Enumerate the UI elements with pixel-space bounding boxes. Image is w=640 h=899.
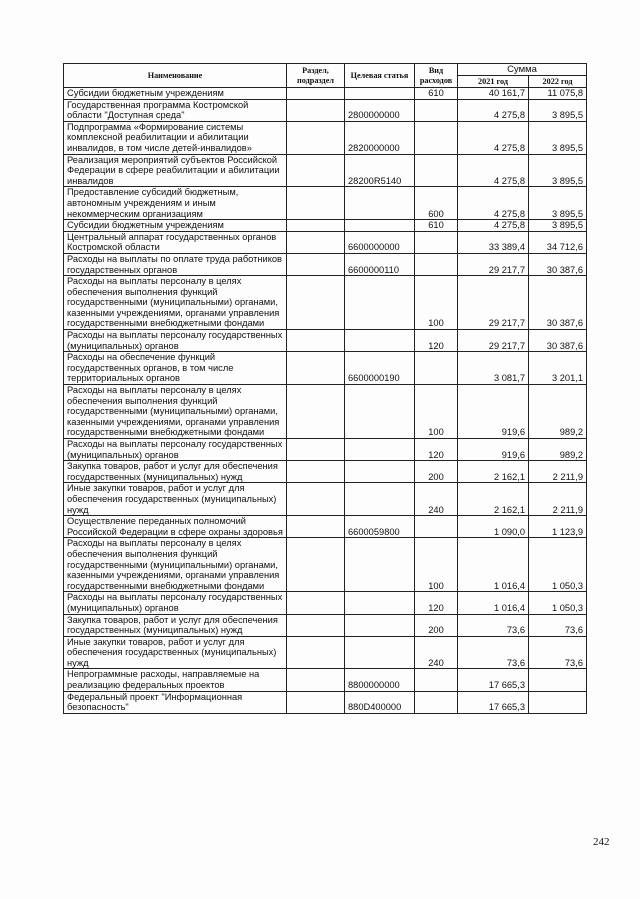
row-sum-2022: 73,6 bbox=[529, 636, 587, 669]
row-section bbox=[287, 352, 345, 385]
table-row bbox=[64, 385, 587, 439]
row-sum-2021: 2 162,1 bbox=[458, 461, 529, 483]
row-article bbox=[345, 276, 415, 330]
table-row bbox=[64, 253, 587, 275]
row-kind: 200 bbox=[415, 614, 458, 636]
row-sum-2021: 17 665,3 bbox=[458, 669, 529, 691]
header-name: Наименование bbox=[64, 64, 287, 88]
row-kind: 600 bbox=[415, 187, 458, 220]
row-article bbox=[345, 330, 415, 352]
row-sum-2021: 4 275,8 bbox=[458, 121, 529, 154]
table-row bbox=[64, 231, 587, 253]
row-sum-2022: 34 712,6 bbox=[529, 231, 587, 253]
row-kind bbox=[415, 516, 458, 538]
table-row bbox=[64, 483, 587, 516]
row-sum-2021: 73,6 bbox=[458, 614, 529, 636]
table-row bbox=[64, 636, 587, 669]
row-name: Расходы на выплаты персоналу в целях обеспечения выполнения функций государственными (муниципальными) органами, казенными учреждениями, органами управления государственными внебюджетными фондами bbox=[64, 538, 287, 592]
row-section bbox=[287, 121, 345, 154]
row-kind: 240 bbox=[415, 636, 458, 669]
row-kind: 200 bbox=[415, 461, 458, 483]
row-section bbox=[287, 516, 345, 538]
row-section bbox=[287, 439, 345, 461]
row-kind: 120 bbox=[415, 330, 458, 352]
row-sum-2021: 29 217,7 bbox=[458, 253, 529, 275]
row-name: Расходы на выплаты персоналу в целях обеспечения выполнения функций государственными (муниципальными) органами, казенными учреждениями, органами управления государственными внебюджетными фондами bbox=[64, 385, 287, 439]
row-sum-2022: 3 895,5 bbox=[529, 187, 587, 220]
row-article bbox=[345, 439, 415, 461]
row-sum-2021: 4 275,8 bbox=[458, 220, 529, 232]
row-section bbox=[287, 669, 345, 691]
table-row bbox=[64, 439, 587, 461]
table-row bbox=[64, 99, 587, 121]
table-row bbox=[64, 220, 587, 232]
row-sum-2022: 30 387,6 bbox=[529, 253, 587, 275]
row-sum-2021: 4 275,8 bbox=[458, 154, 529, 187]
row-kind: 240 bbox=[415, 483, 458, 516]
row-article bbox=[345, 220, 415, 232]
row-name: Субсидии бюджетным учреждениям bbox=[64, 88, 287, 100]
row-name: Расходы на выплаты персоналу государственных (муниципальных) органов bbox=[64, 592, 287, 614]
row-article: 6600000110 bbox=[345, 253, 415, 275]
row-sum-2022: 3 201,1 bbox=[529, 352, 587, 385]
row-sum-2021: 1 016,4 bbox=[458, 592, 529, 614]
row-article bbox=[345, 461, 415, 483]
row-name: Государственная программа Костромской области "Доступная среда" bbox=[64, 99, 287, 121]
row-name: Расходы на выплаты персоналу государственных (муниципальных) органов bbox=[64, 330, 287, 352]
row-section bbox=[287, 330, 345, 352]
row-section bbox=[287, 461, 345, 483]
row-kind: 100 bbox=[415, 276, 458, 330]
row-sum-2021: 33 389,4 bbox=[458, 231, 529, 253]
row-name: Иные закупки товаров, работ и услуг для обеспечения государственных (муниципальных) нужд bbox=[64, 483, 287, 516]
row-name: Закупка товаров, работ и услуг для обеспечения государственных (муниципальных) нужд bbox=[64, 461, 287, 483]
row-section bbox=[287, 276, 345, 330]
row-sum-2021: 1 016,4 bbox=[458, 538, 529, 592]
row-sum-2021: 4 275,8 bbox=[458, 99, 529, 121]
row-name: Осуществление переданных полномочий Российской Федерации в сфере охраны здоровья bbox=[64, 516, 287, 538]
row-sum-2022: 30 387,6 bbox=[529, 330, 587, 352]
table-row bbox=[64, 330, 587, 352]
row-article bbox=[345, 88, 415, 100]
row-name: Федеральный проект "Информационная безопасность" bbox=[64, 691, 287, 713]
row-article bbox=[345, 483, 415, 516]
row-sum-2021: 17 665,3 bbox=[458, 691, 529, 713]
row-sum-2021: 1 090,0 bbox=[458, 516, 529, 538]
table-row bbox=[64, 516, 587, 538]
row-kind bbox=[415, 669, 458, 691]
row-kind bbox=[415, 154, 458, 187]
row-sum-2021: 4 275,8 bbox=[458, 187, 529, 220]
row-article bbox=[345, 187, 415, 220]
row-name: Предоставление субсидий бюджетным, автономным учреждениям и иным некоммерческим организациям bbox=[64, 187, 287, 220]
row-sum-2021: 2 162,1 bbox=[458, 483, 529, 516]
row-kind bbox=[415, 691, 458, 713]
row-article: 2800000000 bbox=[345, 99, 415, 121]
row-article bbox=[345, 385, 415, 439]
header-kind: Вид расходов bbox=[415, 64, 458, 88]
row-sum-2022: 3 895,5 bbox=[529, 121, 587, 154]
budget-table bbox=[63, 63, 587, 714]
row-name: Закупка товаров, работ и услуг для обеспечения государственных (муниципальных) нужд bbox=[64, 614, 287, 636]
row-section bbox=[287, 187, 345, 220]
row-article: 28200R5140 bbox=[345, 154, 415, 187]
row-name: Расходы на выплаты персоналу государственных (муниципальных) органов bbox=[64, 439, 287, 461]
table-body bbox=[64, 88, 587, 714]
row-name: Субсидии бюджетным учреждениям bbox=[64, 220, 287, 232]
row-kind bbox=[415, 352, 458, 385]
row-sum-2022: 3 895,5 bbox=[529, 99, 587, 121]
table-row bbox=[64, 121, 587, 154]
table-row bbox=[64, 276, 587, 330]
table-row bbox=[64, 352, 587, 385]
row-sum-2021: 29 217,7 bbox=[458, 330, 529, 352]
table-row bbox=[64, 88, 587, 100]
row-sum-2021: 919,6 bbox=[458, 439, 529, 461]
table-row bbox=[64, 691, 587, 713]
row-sum-2022: 1 050,3 bbox=[529, 592, 587, 614]
row-section bbox=[287, 614, 345, 636]
table-row bbox=[64, 538, 587, 592]
table-row bbox=[64, 154, 587, 187]
header-section: Раздел, подраздел bbox=[287, 64, 345, 88]
row-name: Иные закупки товаров, работ и услуг для обеспечения государственных (муниципальных) нужд bbox=[64, 636, 287, 669]
row-kind: 100 bbox=[415, 538, 458, 592]
table-row bbox=[64, 614, 587, 636]
row-sum-2021: 40 161,7 bbox=[458, 88, 529, 100]
row-section bbox=[287, 88, 345, 100]
row-sum-2021: 29 217,7 bbox=[458, 276, 529, 330]
row-sum-2021: 73,6 bbox=[458, 636, 529, 669]
row-name: Центральный аппарат государственных органов Костромской области bbox=[64, 231, 287, 253]
row-article bbox=[345, 538, 415, 592]
row-sum-2022 bbox=[529, 669, 587, 691]
row-sum-2022: 30 387,6 bbox=[529, 276, 587, 330]
row-kind bbox=[415, 253, 458, 275]
row-section bbox=[287, 691, 345, 713]
row-article: 6600059800 bbox=[345, 516, 415, 538]
row-article: 2820000000 bbox=[345, 121, 415, 154]
row-section bbox=[287, 385, 345, 439]
row-section bbox=[287, 253, 345, 275]
row-sum-2022: 989,2 bbox=[529, 385, 587, 439]
row-kind bbox=[415, 231, 458, 253]
row-section bbox=[287, 636, 345, 669]
row-section bbox=[287, 154, 345, 187]
page-number: 242 bbox=[593, 836, 610, 848]
row-name: Подпрограмма «Формирование системы комплексной реабилитации и абилитации инвалидов, в том числе детей-инвалидов» bbox=[64, 121, 287, 154]
row-article: 6600000190 bbox=[345, 352, 415, 385]
row-sum-2022: 1 050,3 bbox=[529, 538, 587, 592]
row-name: Реализация мероприятий субъектов Российской Федерации в сфере реабилитации и абилитации инвалидов bbox=[64, 154, 287, 187]
row-section bbox=[287, 220, 345, 232]
row-article: 6600000000 bbox=[345, 231, 415, 253]
row-sum-2022: 2 211,9 bbox=[529, 461, 587, 483]
row-name: Расходы на выплаты персоналу в целях обеспечения выполнения функций государственными (муниципальными) органами, казенными учреждениями, органами управления государственными внебюджетными фондами bbox=[64, 276, 287, 330]
header-article: Целевая статья bbox=[345, 64, 415, 88]
row-section bbox=[287, 99, 345, 121]
row-sum-2022: 3 895,5 bbox=[529, 154, 587, 187]
row-section bbox=[287, 538, 345, 592]
row-sum-2021: 3 081,7 bbox=[458, 352, 529, 385]
row-sum-2022: 11 075,8 bbox=[529, 88, 587, 100]
row-kind: 120 bbox=[415, 592, 458, 614]
row-kind: 610 bbox=[415, 88, 458, 100]
row-sum-2022: 1 123,9 bbox=[529, 516, 587, 538]
row-sum-2022: 989,2 bbox=[529, 439, 587, 461]
row-sum-2021: 919,6 bbox=[458, 385, 529, 439]
row-article: 880D400000 bbox=[345, 691, 415, 713]
row-name: Расходы на обеспечение функций государственных органов, в том числе территориальных органов bbox=[64, 352, 287, 385]
header-year-2022: 2022 год bbox=[529, 76, 587, 88]
row-section bbox=[287, 592, 345, 614]
header-year-2021: 2021 год bbox=[458, 76, 529, 88]
row-sum-2022: 3 895,5 bbox=[529, 220, 587, 232]
row-kind: 120 bbox=[415, 439, 458, 461]
row-name: Расходы на выплаты по оплате труда работников государственных органов bbox=[64, 253, 287, 275]
row-name: Непрограммные расходы, направляемые на реализацию федеральных проектов bbox=[64, 669, 287, 691]
row-article bbox=[345, 592, 415, 614]
row-kind bbox=[415, 121, 458, 154]
row-article bbox=[345, 614, 415, 636]
header-sum: Сумма bbox=[458, 64, 587, 76]
row-sum-2022: 73,6 bbox=[529, 614, 587, 636]
row-kind: 610 bbox=[415, 220, 458, 232]
row-section bbox=[287, 231, 345, 253]
row-kind bbox=[415, 99, 458, 121]
row-section bbox=[287, 483, 345, 516]
row-article: 8800000000 bbox=[345, 669, 415, 691]
row-article bbox=[345, 636, 415, 669]
row-sum-2022 bbox=[529, 691, 587, 713]
row-sum-2022: 2 211,9 bbox=[529, 483, 587, 516]
table-row bbox=[64, 592, 587, 614]
table-row bbox=[64, 461, 587, 483]
table-row bbox=[64, 187, 587, 220]
row-kind: 100 bbox=[415, 385, 458, 439]
table-row bbox=[64, 669, 587, 691]
